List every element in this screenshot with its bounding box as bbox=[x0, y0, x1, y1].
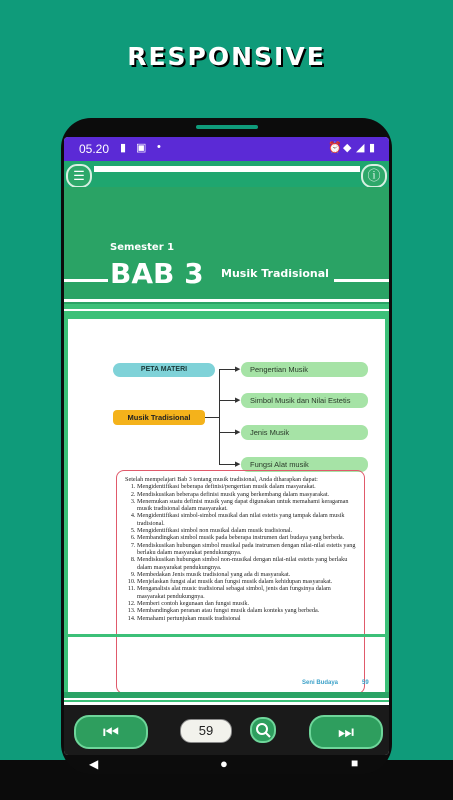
header-line bbox=[64, 309, 389, 311]
header-line bbox=[64, 279, 108, 282]
book-page bbox=[64, 187, 389, 692]
home-circle-icon[interactable]: ● bbox=[220, 756, 228, 771]
objectives-list bbox=[125, 483, 356, 622]
objective-item: 1. Mengidentifikasi beberapa definisi/pengertian musik dalam masyarakat. bbox=[137, 483, 356, 490]
page-number-field[interactable]: 59 bbox=[180, 719, 232, 743]
learning-objectives-box bbox=[116, 470, 365, 694]
objective-item: 7. Mendiskusikan hubungan simbol musikal pada instrumen dengan nilai-nilai estetis yang berlaku dalam masyarakat pendukungnya. bbox=[137, 542, 356, 557]
top-bar-strip bbox=[94, 166, 360, 172]
mindmap-node: Pengertian Musik bbox=[241, 362, 368, 377]
battery-icon: ▮ bbox=[369, 142, 376, 154]
phone-frame bbox=[61, 118, 392, 774]
mindmap-node: Fungsi Alat musik bbox=[241, 457, 368, 472]
wifi-icon: ◆ bbox=[343, 142, 352, 154]
page-bottom-area bbox=[64, 692, 389, 705]
objective-item: 11. Menganalisis alat music tradisional sebagai simbol, jenis dan fungsinya dalam masyarakat pendukungnya. bbox=[137, 585, 356, 600]
alarm-icon: ⏰ bbox=[328, 142, 342, 154]
objective-item: 4. Mengidentifikasi simbol-simbol musikal dan nilai estetis yang tampak dalam musik tradisional. bbox=[137, 512, 356, 527]
chapter-title: Musik Tradisional bbox=[221, 267, 329, 280]
info-button[interactable] bbox=[361, 164, 387, 188]
arrow-right-icon: ▶ bbox=[235, 461, 241, 468]
phone-speaker bbox=[196, 125, 258, 129]
objective-item: 8. Mendiskusikan hubungan simbol non-musikal dengan nilai-nilai estetis yang berlaku dalam masyarakat pendukungnya. bbox=[137, 556, 356, 571]
objective-item: 3. Menemukan suatu definisi musik yang dapat digunakan untuk memahami keragaman musik tradisional dalam masyarakat. bbox=[137, 498, 356, 513]
arrow-right-icon: ▶ bbox=[235, 397, 241, 404]
objective-item: 14. Memahami pertunjukan musik tradisional bbox=[137, 615, 356, 622]
footer-page-number: 59 bbox=[362, 680, 369, 686]
signal-icon: ◢ bbox=[356, 142, 365, 154]
semester-label: Semester 1 bbox=[110, 242, 175, 253]
mindmap-connector bbox=[219, 369, 220, 465]
skip-next-icon: ⏭ bbox=[337, 722, 355, 742]
system-nav-bar bbox=[61, 755, 392, 774]
objective-item: 2. Mendiskusikan beberapa definisi musik yang berkembang dalam masyarakat. bbox=[137, 491, 356, 498]
footer-book-title: Seni Budaya bbox=[302, 680, 339, 686]
objective-item: 5. Mengidentifikasi simbol non musikal dalam musik tradisional. bbox=[137, 527, 356, 534]
peta-materi-label: PETA MATERI bbox=[113, 363, 215, 377]
mindmap-connector bbox=[205, 417, 219, 418]
notification-dot-icon: • bbox=[157, 141, 161, 153]
mindmap-node: Simbol Musik dan Nilai Estetis bbox=[241, 393, 368, 408]
skip-previous-icon: ⏮ bbox=[102, 722, 120, 742]
menu-icon: ☰ bbox=[73, 168, 85, 183]
chapter-number: BAB 3 bbox=[110, 257, 204, 290]
chapter-header-accent bbox=[64, 304, 389, 319]
objective-item: 6. Membandingkan simbol musik pada beberapa instrumen dari budaya yang berbeda. bbox=[137, 534, 356, 541]
page-bottom-band bbox=[64, 700, 389, 702]
header-line bbox=[64, 299, 389, 302]
previous-page-button[interactable] bbox=[74, 715, 148, 749]
battery-saver-icon: ▮ bbox=[120, 142, 127, 154]
app-top-bar bbox=[64, 161, 389, 187]
menu-button[interactable] bbox=[66, 164, 92, 188]
header-line bbox=[334, 279, 389, 282]
page-bottom-band bbox=[64, 692, 389, 698]
info-icon: ⓘ bbox=[367, 168, 381, 183]
next-page-button[interactable] bbox=[309, 715, 383, 749]
mindmap-node: Jenis Musik bbox=[241, 425, 368, 440]
arrow-right-icon: ▶ bbox=[235, 429, 241, 436]
phone-screen bbox=[64, 137, 389, 755]
objective-item: 12. Memberi contoh kegunaan dan fungsi musik. bbox=[137, 600, 356, 607]
status-time: 05.20 bbox=[79, 142, 110, 156]
objective-item: 9. Membedakan Jenis musik tradisional yang ada di masyarakat. bbox=[137, 571, 356, 578]
objectives-intro: Setelah mempelajari Bab 3 tentang musik tradisional, Anda diharapkan dapat: bbox=[125, 476, 318, 483]
mindmap-center-node: Musik Tradisional bbox=[113, 410, 205, 425]
search-button[interactable] bbox=[250, 717, 276, 743]
back-triangle-icon[interactable]: ◀ bbox=[89, 757, 99, 771]
recents-square-icon[interactable]: ■ bbox=[351, 756, 359, 770]
arrow-right-icon: ▶ bbox=[235, 366, 241, 373]
gallery-icon: ▣ bbox=[136, 142, 147, 154]
objective-item: 10. Menjelaskan fungsi alat musik dan fungsi musik dalam kehidupan masyarakat. bbox=[137, 578, 356, 585]
search-icon bbox=[252, 719, 274, 741]
objective-item: 13. Membandingkan peranan atau fungsi musik dalam konteks yang berbeda. bbox=[137, 607, 356, 614]
promo-title: RESPONSIVE bbox=[127, 42, 326, 71]
page-bottom-band bbox=[64, 634, 389, 637]
status-bar bbox=[64, 137, 389, 161]
